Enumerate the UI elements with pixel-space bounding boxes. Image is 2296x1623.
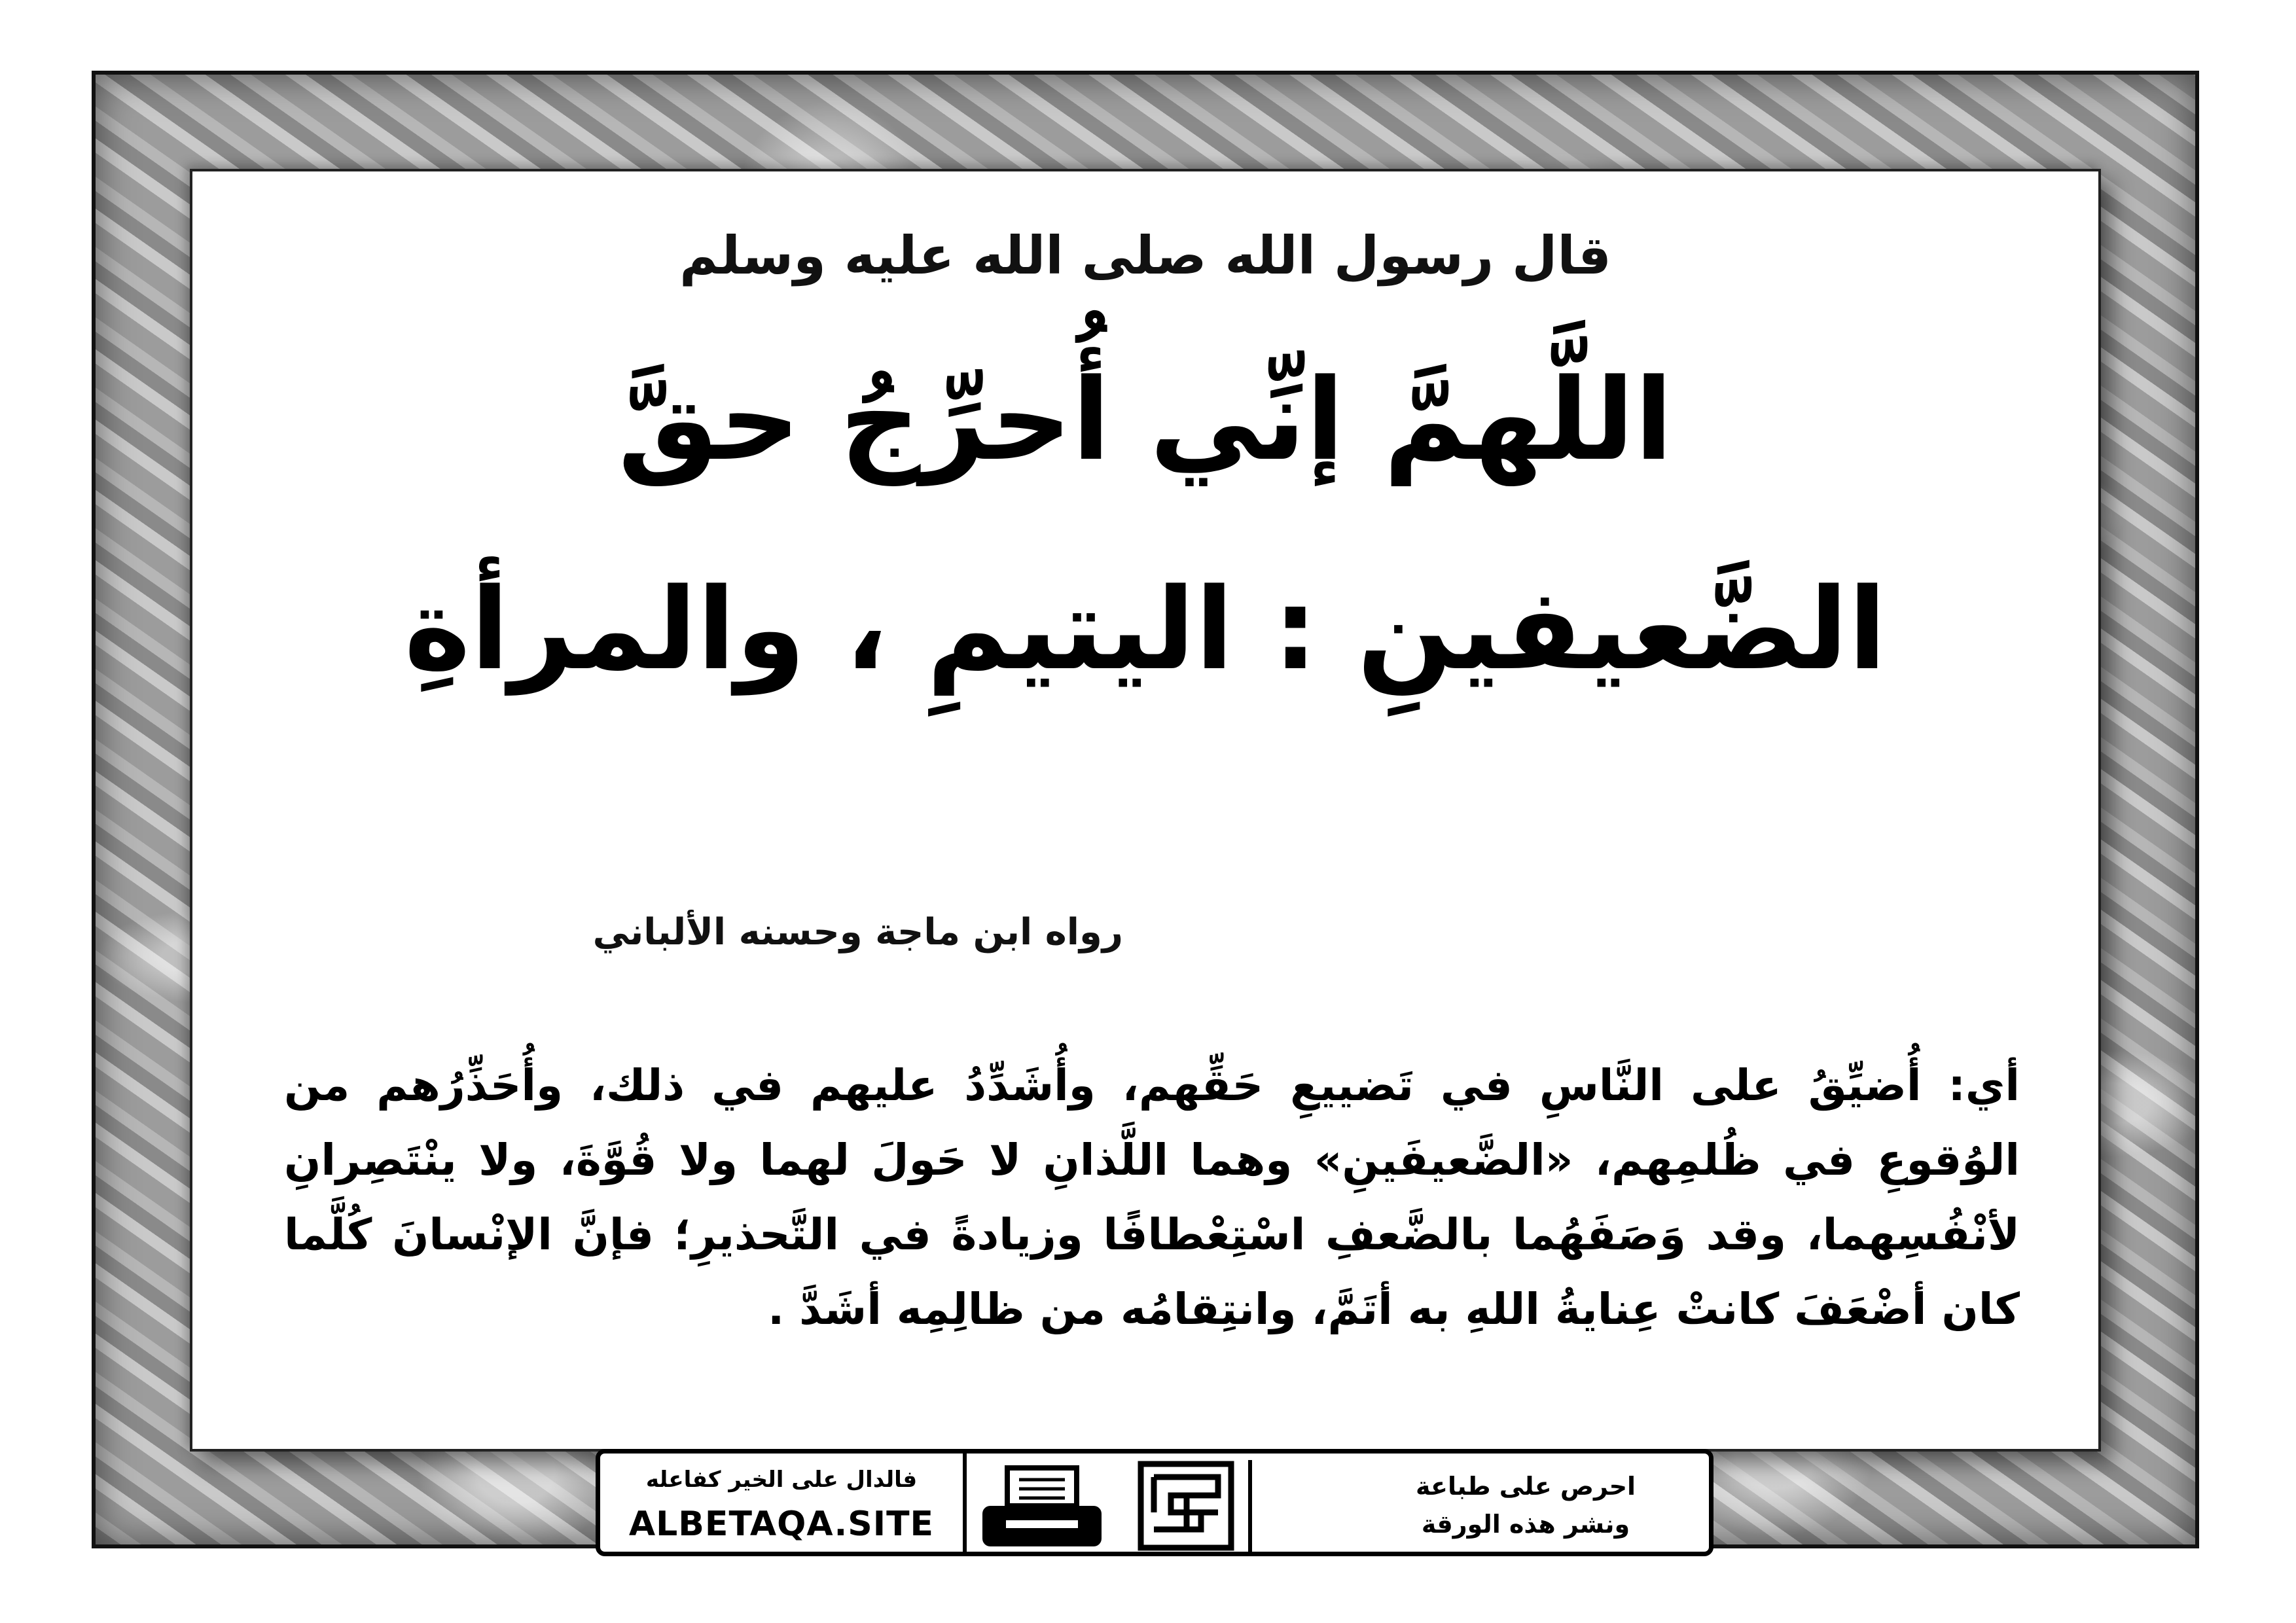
footer-print-note (1342, 1454, 1709, 1552)
explanation-text: أي: أُضيِّقُ على النَّاسِ في تَضييعِ حَقِّهم، وأُشَدِّدُ عليهم في ذلك، وأُحَذِّرُهم من الوُقوعِ في ظُلمِهم، «الضَّعيفَينِ» وهما اللَّذانِ لا حَولَ لهما ولا قُوَّةَ، ولا ينْتَصِرانِ لأنْفُسِهما، وقد وَصَفَهُما بالضَّعفِ اسْتِعْطافًا وزيادةً في التَّحذيرِ؛ فإنَّ الإنْسانَ كُلَّما كان أضْعَفَ كانتْ عِنايةُ اللهِ به أتَمَّ، وانتِقامُه من ظالِمِه أشَدَّ . (284, 1060, 2020, 1334)
hadith-line-2: الضَّعيفينِ : اليتيمِ ، والمرأةِ (404, 563, 1887, 695)
printer-icon (980, 1465, 1104, 1549)
footer-tagline: فالدال على الخير كفاعله (645, 1467, 918, 1493)
hadith-text (271, 315, 2020, 734)
kufic-logo (1137, 1460, 1252, 1552)
footer-bar (596, 1449, 1713, 1556)
footer-site-box (600, 1454, 967, 1552)
hadith-source: رواه ابن ماجة وحسنه الألباني (592, 911, 1123, 954)
content-panel (190, 169, 2101, 1452)
print-note-line-2: ونشر هذه الورقة (1421, 1510, 1630, 1539)
square-kufic-logo-icon (1137, 1460, 1235, 1552)
print-note-line-1: احرص على طباعة (1415, 1472, 1636, 1501)
hadith-line-1: اللَّهمَّ إنِّي أُحرِّجُ حقَّ (617, 354, 1674, 486)
heading: قال رسول الله صلى الله عليه وسلم (679, 225, 1611, 286)
footer-site-link[interactable]: ALBETAQA.SITE (628, 1505, 935, 1544)
